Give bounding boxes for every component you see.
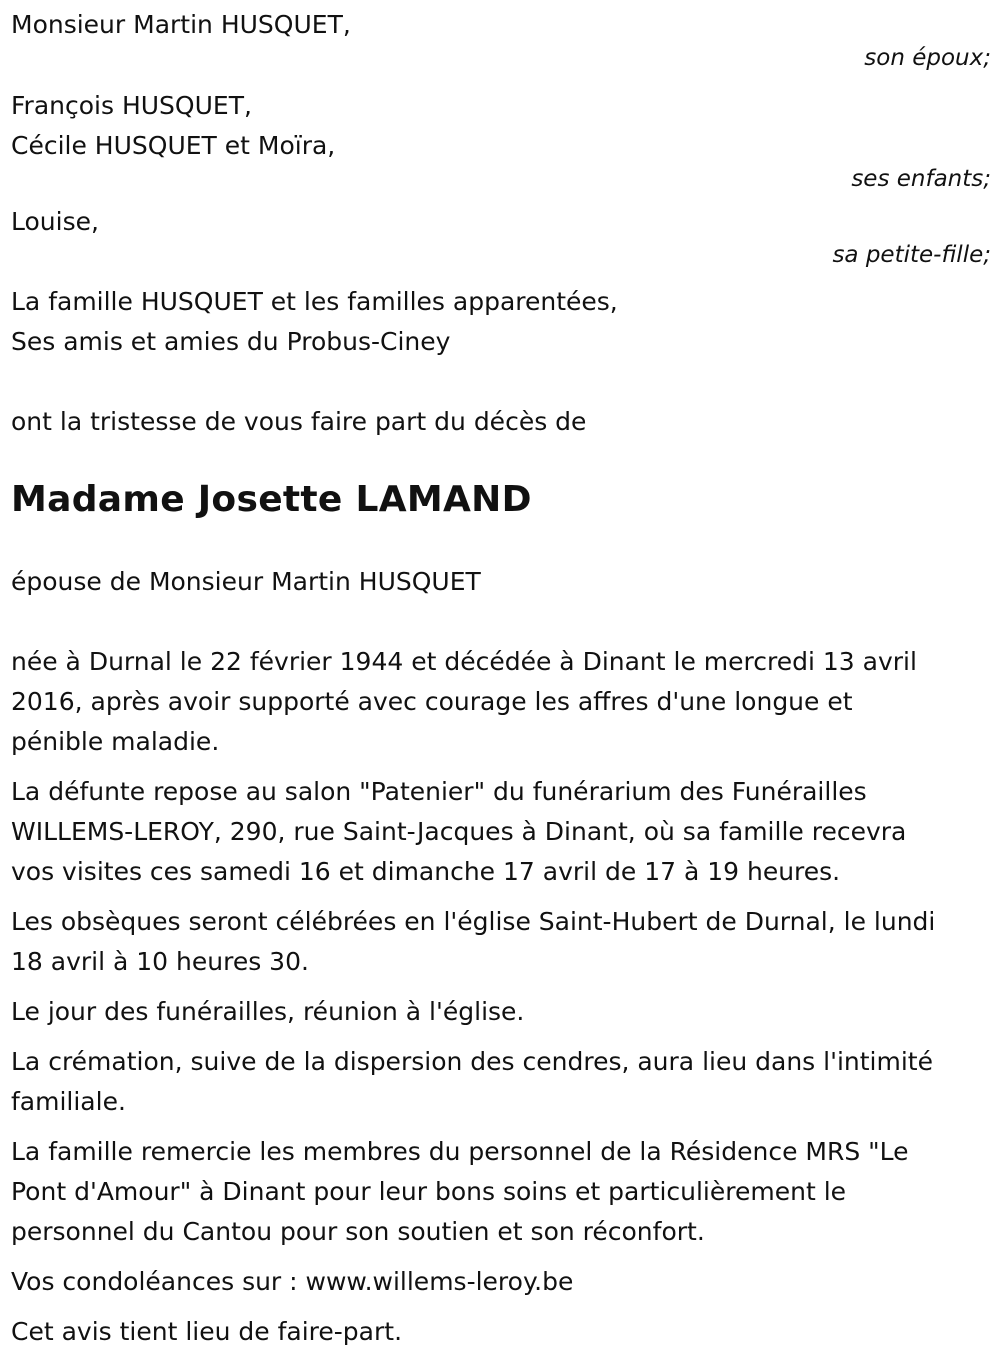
birth-death-line-1: née à Durnal le 22 février 1944 et décédée à Dinant le mercredi 13 avril xyxy=(11,647,917,676)
birth-death-paragraph xyxy=(11,642,991,762)
friends-line: Ses amis et amies du Probus-Ciney xyxy=(11,327,451,356)
birth-death-line-3: pénible maladie. xyxy=(11,727,220,756)
grandchild-name: Louise, xyxy=(11,207,99,236)
thanks-line-3: personnel du Cantou pour son soutien et son réconfort. xyxy=(11,1217,705,1246)
obseques-line-1: Les obsèques seront célébrées en l'église Saint-Hubert de Durnal, le lundi xyxy=(11,907,936,936)
repose-line-3: vos visites ces samedi 16 et dimanche 17 avril de 17 à 19 heures. xyxy=(11,857,841,886)
child-name-2: Cécile HUSQUET et Moïra, xyxy=(11,131,336,160)
condolences-label: Vos condoléances sur : xyxy=(11,1267,306,1296)
thanks-line-1: La famille remercie les membres du personnel de la Résidence MRS "Le xyxy=(11,1137,909,1166)
repose-line-2: WILLEMS-LEROY, 290, rue Saint-Jacques à Dinant, où sa famille recevra xyxy=(11,817,907,846)
cremation-line-1: La crémation, suive de la dispersion des cendres, aura lieu dans l'intimité xyxy=(11,1047,933,1076)
repose-paragraph xyxy=(11,772,991,892)
obseques-paragraph xyxy=(11,902,991,982)
obituary-notice xyxy=(11,0,991,1362)
children-role: ses enfants; xyxy=(851,166,991,192)
thanks-line-2: Pont d'Amour" à Dinant pour leur bons soins et particulièrement le xyxy=(11,1177,847,1206)
reunion-line: Le jour des funérailles, réunion à l'église. xyxy=(11,997,525,1026)
intro-text: ont la tristesse de vous faire part du décès de xyxy=(11,407,587,436)
grandchild-role: sa petite-fille; xyxy=(832,242,991,268)
deceased-name: Madame Josette LAMAND xyxy=(11,479,532,520)
spouse-name: Monsieur Martin HUSQUET, xyxy=(11,10,351,39)
family-line: La famille HUSQUET et les familles apparentées, xyxy=(11,287,618,316)
birth-death-line-2: 2016, après avoir supporté avec courage les affres d'une longue et xyxy=(11,687,853,716)
condolences-link[interactable]: www.willems-leroy.be xyxy=(305,1267,574,1296)
thanks-paragraph xyxy=(11,1132,991,1252)
reunion-paragraph xyxy=(11,992,991,1032)
spouse-of-text: épouse de Monsieur Martin HUSQUET xyxy=(11,567,481,596)
closing-line: Cet avis tient lieu de faire-part. xyxy=(11,1317,403,1346)
child-name-1: François HUSQUET, xyxy=(11,91,252,120)
cremation-paragraph xyxy=(11,1042,991,1122)
closing-paragraph xyxy=(11,1312,991,1352)
repose-line-1: La défunte repose au salon "Patenier" du funérarium des Funérailles xyxy=(11,777,867,806)
cremation-line-2: familiale. xyxy=(11,1087,126,1116)
condolences-paragraph xyxy=(11,1262,991,1302)
spouse-role: son époux; xyxy=(864,45,991,71)
obseques-line-2: 18 avril à 10 heures 30. xyxy=(11,947,309,976)
